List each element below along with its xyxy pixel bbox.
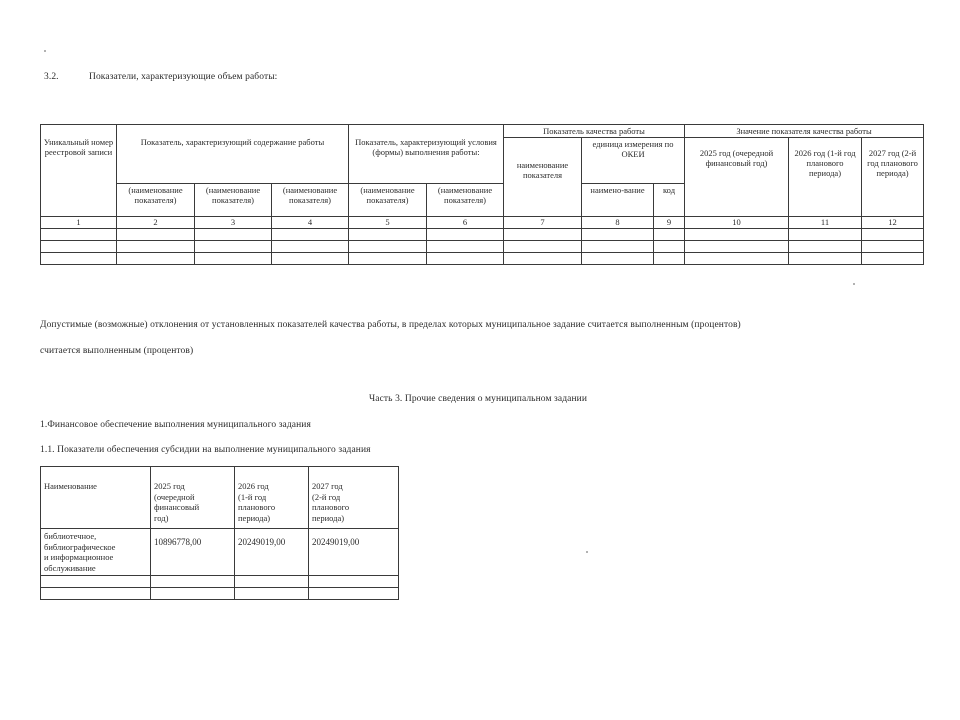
- column-number: 7: [504, 217, 582, 229]
- deviation-paragraph-continued: считается выполненным (процентов): [40, 346, 194, 356]
- header-year-2026: 2026 год (1-й год планового периода): [789, 138, 862, 217]
- subheader-okei-name: наимено-вание: [582, 184, 654, 217]
- header-2025: 2025 год (очередной финансовый год): [151, 467, 235, 529]
- column-number: 6: [427, 217, 504, 229]
- header-name: Наименование: [41, 467, 151, 529]
- scan-speck: [853, 283, 855, 285]
- header-quality-indicator: Показатель качества работы: [504, 125, 685, 138]
- part3-heading: Часть 3. Прочие сведения о муниципальном задании: [369, 394, 588, 404]
- section-title: Показатели, характеризующие объем работы:: [89, 72, 278, 82]
- value-2027: 20249019,00: [309, 529, 399, 576]
- section-number: 3.2.: [44, 72, 59, 82]
- header-year-2027: 2027 год (2-й год планового периода): [862, 138, 924, 217]
- scan-speck: [44, 50, 46, 52]
- subsidy-indicators-heading: 1.1. Показатели обеспечения субсидии на выполнение муниципального задания: [40, 445, 371, 455]
- subheader-name-2: (наименование показателя): [117, 184, 195, 217]
- header-indicator-name: наименование показателя: [504, 138, 582, 217]
- table-row: [41, 588, 399, 600]
- table-row: [41, 529, 399, 576]
- value-2026: 20249019,00: [235, 529, 309, 576]
- table-row: [41, 229, 924, 241]
- column-number: 3: [195, 217, 272, 229]
- subheader-name-4: (наименование показателя): [272, 184, 349, 217]
- column-number: 8: [582, 217, 654, 229]
- header-okei-unit: единица измерения по ОКЕИ: [582, 138, 685, 184]
- subheader-okei-code: код: [654, 184, 685, 217]
- header-quality-value: Значение показателя качества работы: [685, 125, 924, 138]
- column-number: 11: [789, 217, 862, 229]
- scan-speck: [586, 551, 588, 553]
- column-number: 5: [349, 217, 427, 229]
- column-number: 12: [862, 217, 924, 229]
- subheader-name-3: (наименование показателя): [195, 184, 272, 217]
- header-2026: 2026 год (1-й год планового периода): [235, 467, 309, 529]
- work-volume-table: [40, 124, 924, 265]
- deviation-paragraph: Допустимые (возможные) отклонения от установленных показателей качества работы, в пределах которых муниципальное задание считается выполненным (процентов): [40, 320, 741, 330]
- header-year-2025: 2025 год (очередной финансовый год): [685, 138, 789, 217]
- service-name: библиотечное, библиографическое и информационное обслуживание: [41, 529, 151, 576]
- header-work-content: Показатель, характеризующий содержание работы: [117, 125, 349, 184]
- column-number: 9: [654, 217, 685, 229]
- column-number: 4: [272, 217, 349, 229]
- table-row: [41, 576, 399, 588]
- column-number: 10: [685, 217, 789, 229]
- column-number: 2: [117, 217, 195, 229]
- financing-heading: 1.Финансовое обеспечение выполнения муниципального задания: [40, 420, 311, 430]
- value-2025: 10896778,00: [151, 529, 235, 576]
- subheader-name-6: (наименование показателя): [427, 184, 504, 217]
- table-row: [41, 253, 924, 265]
- header-2027: 2027 год (2-й год планового периода): [309, 467, 399, 529]
- header-unique-number: Уникальный номер реестровой записи: [41, 125, 117, 217]
- subsidy-table: [40, 466, 399, 600]
- column-number: 1: [41, 217, 117, 229]
- subheader-name-5: (наименование показателя): [349, 184, 427, 217]
- table-row: [41, 241, 924, 253]
- header-work-conditions: Показатель, характеризующий условия (формы) выполнения работы:: [349, 125, 504, 184]
